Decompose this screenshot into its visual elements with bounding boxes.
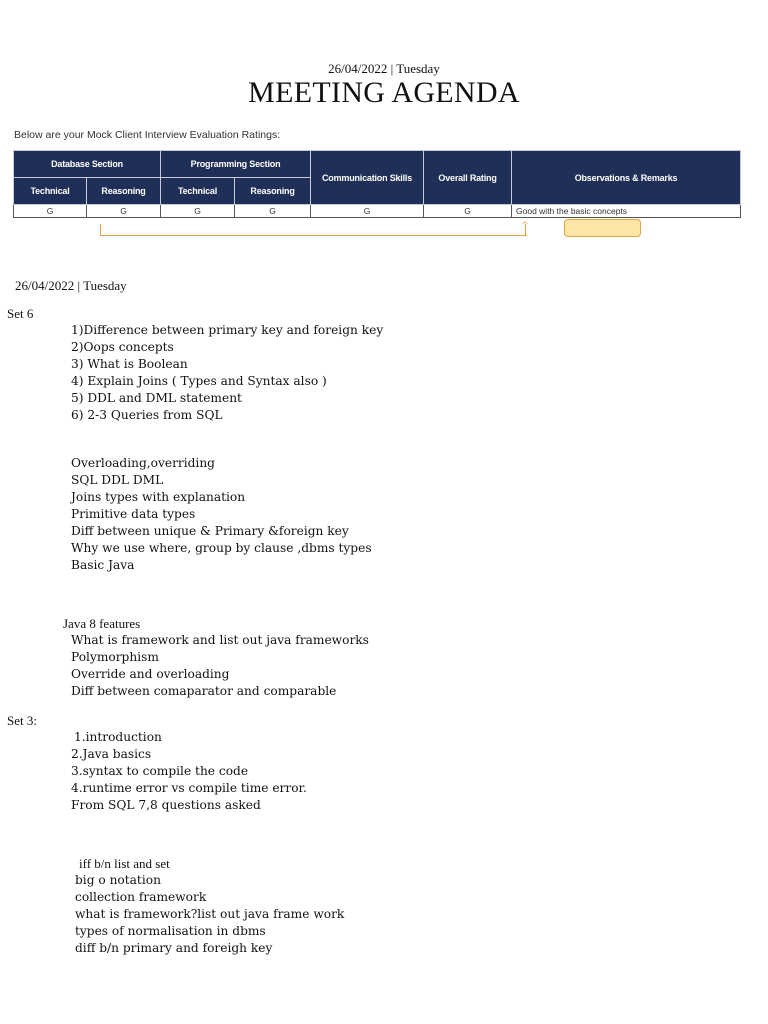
notes-date: 26/04/2022 | Tuesday (15, 278, 127, 293)
list-item: Java 8 features (63, 616, 141, 631)
rating-db-technical: G (14, 205, 87, 218)
list-item: Diff between comaparator and comparable (71, 684, 337, 698)
rating-communication: G (311, 205, 424, 218)
header-database-section: Database Section (14, 151, 161, 178)
list-item: 3) What is Boolean (71, 357, 188, 371)
highlight-callout (564, 219, 641, 237)
annotation-bracket (100, 221, 529, 236)
rating-overall: G (424, 205, 512, 218)
list-item: 1.introduction (74, 730, 162, 744)
header-prog-technical: Technical (161, 178, 235, 205)
list-item: 4.runtime error vs compile time error. (71, 781, 307, 795)
list-item: Joins types with explanation (71, 490, 246, 504)
arrow-up-icon: ^ (521, 221, 529, 231)
list-item: Overloading,overriding (71, 456, 215, 470)
list-item: Primitive data types (71, 507, 196, 521)
set6-label: Set 6 (7, 306, 34, 321)
list-item: What is framework and list out java frameworks (71, 633, 369, 647)
list-item: iff b/n list and set (79, 856, 170, 871)
list-item: 2)Oops concepts (71, 340, 174, 354)
list-item: From SQL 7,8 questions asked (71, 798, 261, 812)
header-communication-skills: Communication Skills (311, 151, 424, 205)
list-item: big o notation (75, 873, 161, 887)
header-programming-section: Programming Section (161, 151, 311, 178)
evaluation-table (13, 150, 741, 218)
rating-prog-technical: G (161, 205, 235, 218)
header-overall-rating: Overall Rating (424, 151, 512, 205)
header-observations-remarks: Observations & Remarks (512, 151, 741, 205)
list-item: 6) 2-3 Queries from SQL (71, 408, 223, 422)
list-item: what is framework?list out java frame work (75, 907, 345, 921)
header-prog-reasoning: Reasoning (235, 178, 311, 205)
list-item: collection framework (75, 890, 207, 904)
list-item: 1)Difference between primary key and foreign key (71, 323, 384, 337)
rating-db-reasoning: G (87, 205, 161, 218)
list-item: 4) Explain Joins ( Types and Syntax also ) (71, 374, 327, 388)
rating-remarks: Good with the basic concepts (512, 205, 741, 218)
list-item: Diff between unique & Primary &foreign key (71, 524, 349, 538)
list-item: diff b/n primary and foreigh key (75, 941, 273, 955)
list-item: 3.syntax to compile the code (71, 764, 249, 778)
list-item: Polymorphism (71, 650, 159, 664)
list-item: Why we use where, group by clause ,dbms types (71, 541, 372, 555)
list-item: types of normalisation in dbms (75, 924, 266, 938)
set3-label: Set 3: (7, 713, 37, 728)
list-item: Override and overloading (71, 667, 230, 681)
header-date: 26/04/2022 | Tuesday (328, 61, 440, 76)
page-title: MEETING AGENDA (248, 76, 520, 109)
evaluation-intro: Below are your Mock Client Interview Evaluation Ratings: (14, 129, 281, 141)
header-db-technical: Technical (14, 178, 87, 205)
list-item: 5) DDL and DML statement (71, 391, 242, 405)
rating-prog-reasoning: G (235, 205, 311, 218)
list-item: SQL DDL DML (71, 473, 164, 487)
table-row (14, 205, 741, 218)
list-item: Basic Java (71, 558, 135, 572)
list-item: 2.Java basics (71, 747, 152, 761)
header-db-reasoning: Reasoning (87, 178, 161, 205)
